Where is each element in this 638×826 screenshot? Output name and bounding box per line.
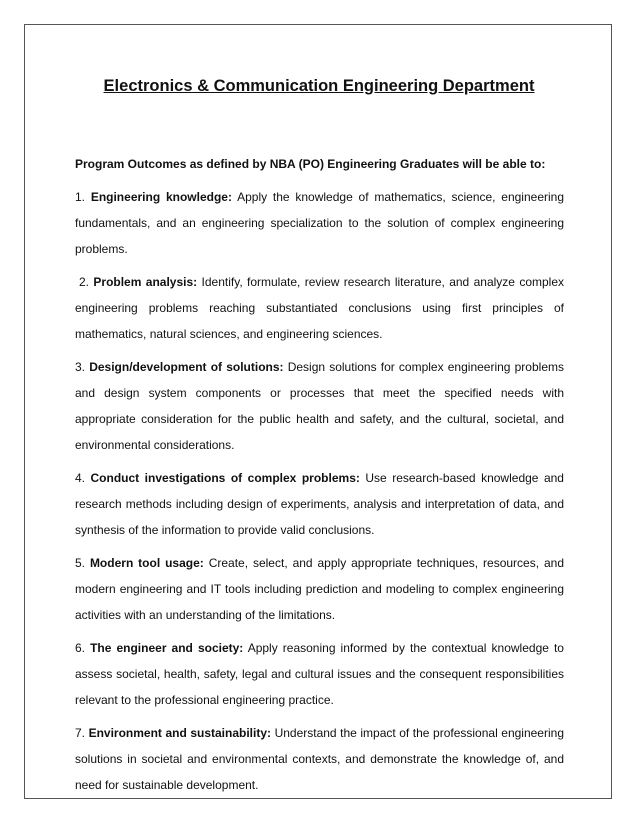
outcome-number: 4.	[75, 471, 86, 485]
outcome-number: 6.	[75, 641, 86, 655]
outcome-text: Apply the knowledge of mathematics, science, engineering fundamentals, and an engineering specialization to the solution of complex engineering problems.	[75, 190, 565, 256]
outcome-text: Create, select, and apply appropriate techniques, resources, and modern engineering and IT tools including prediction and modeling to complex engineering activities with an understanding of the limitations.	[75, 556, 564, 622]
outcome-heading: Problem analysis:	[93, 275, 198, 289]
outcome-number: 7.	[75, 726, 86, 740]
outcome-item-3	[75, 354, 564, 458]
outcome-text: Design solutions for complex engineering problems and design system components or processes that meet the specified needs with appropriate consideration for the public health and safety, and the cultural, societal, and environmental considerations.	[75, 360, 564, 452]
outcome-text: Use research-based knowledge and research methods including design of experiments, analysis and interpretation of data, and synthesis of the information to provide valid conclusions.	[75, 471, 564, 537]
outcome-heading: The engineer and society:	[90, 641, 244, 655]
outcome-item-1	[75, 184, 564, 262]
document-body	[75, 151, 564, 805]
outcome-heading: Design/development of solutions:	[89, 360, 284, 374]
outcome-heading: Modern tool usage:	[89, 556, 204, 570]
outcome-item-7	[75, 720, 564, 798]
outcome-item-2	[75, 269, 564, 347]
outcome-heading: Environment and sustainability:	[88, 726, 272, 740]
outcome-number: 2.	[79, 275, 90, 289]
page-title: Electronics & Communication Engineering Department	[103, 77, 535, 95]
outcome-text: Apply reasoning informed by the contextual knowledge to assess societal, health, safety, legal and cultural issues and the consequent responsibilities relevant to the professional engineering practice.	[75, 641, 564, 707]
outcome-item-6	[75, 635, 564, 713]
outcome-number: 5.	[75, 556, 86, 570]
outcome-item-5	[75, 550, 564, 628]
outcome-text: Understand the impact of the professional engineering solutions in societal and environmental contexts, and demonstrate the knowledge of, and need for sustainable development.	[75, 726, 564, 792]
outcome-number: 3.	[75, 360, 86, 374]
intro-text: Program Outcomes as defined by NBA (PO) Engineering Graduates will be able to:	[75, 157, 546, 171]
outcome-number: 1.	[75, 190, 86, 204]
outcome-item-4	[75, 465, 564, 543]
outcome-text: Identify, formulate, review research literature, and analyze complex engineering problems reaching substantiated conclusions using first principles of mathematics, natural sciences, and engineering sciences.	[75, 275, 565, 341]
outcome-heading: Conduct investigations of complex problems:	[90, 471, 360, 485]
outcome-heading: Engineering knowledge:	[90, 190, 232, 204]
